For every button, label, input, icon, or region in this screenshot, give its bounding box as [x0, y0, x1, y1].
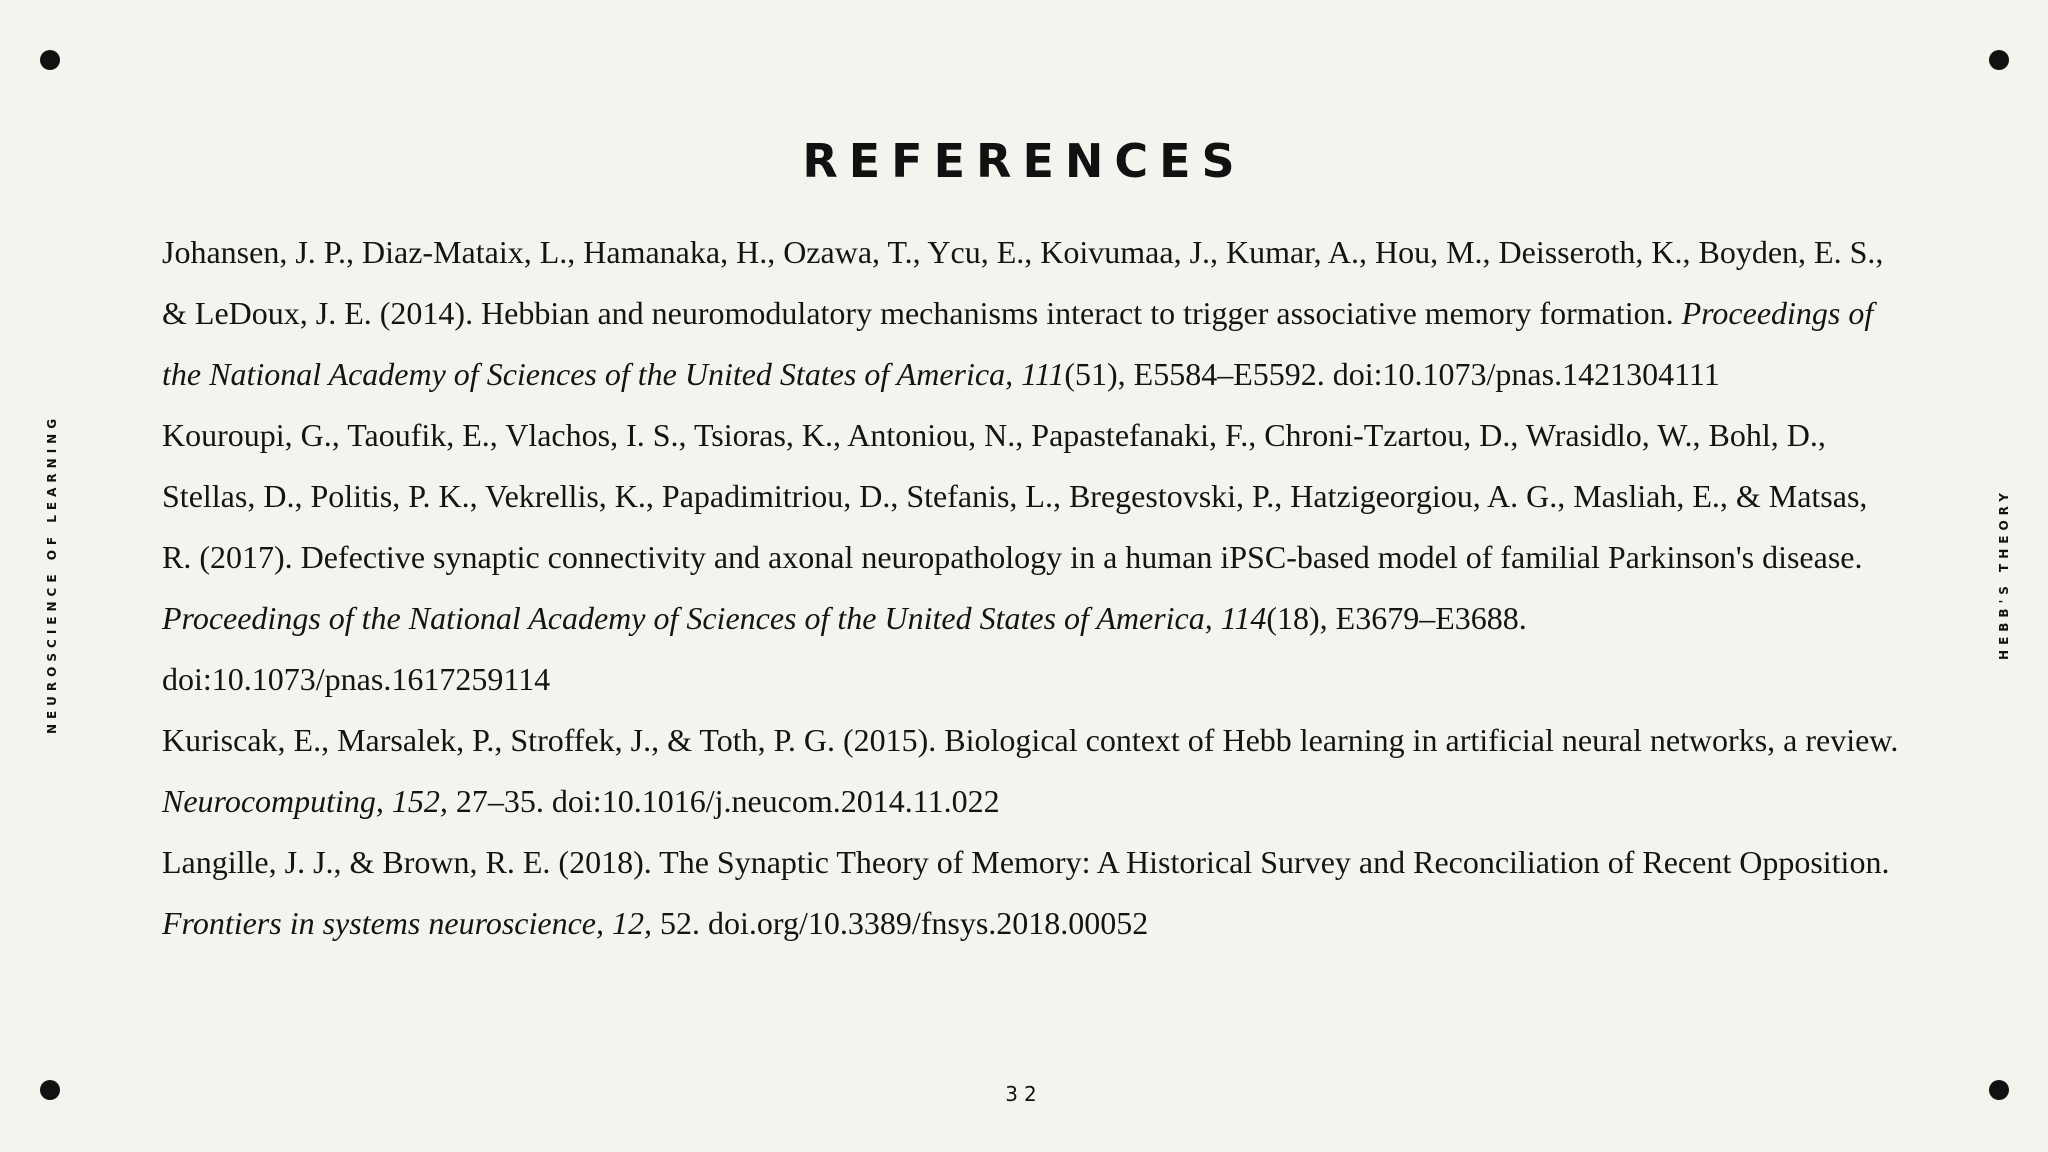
reference-text: Langille, J. J., & Brown, R. E. (2018). The Synaptic Theory of Memory: A Historical Survey and Reconciliation of Recent Opposition. — [162, 844, 1890, 880]
reference-item — [162, 222, 1902, 405]
page-title: REFERENCES — [802, 134, 1246, 188]
reference-details: (51), E5584–E5592. doi:10.1073/pnas.1421304111 — [1064, 356, 1720, 392]
reference-text: Johansen, J. P., Diaz-Mataix, L., Hamanaka, H., Ozawa, T., Ycu, E., Koivumaa, J., Kumar, A., Hou, M., Deisseroth, K., Boyden, E. S., & LeDoux, J. E. (2014). Hebbian and neuromodulatory mechanisms interact to trigger associative memory formation. — [162, 234, 1884, 331]
reference-journal: Proceedings of the National Academy of Sciences of the United States of America, 114 — [162, 600, 1267, 636]
reference-text: Kuriscak, E., Marsalek, P., Stroffek, J., & Toth, P. G. (2015). Biological context of Hebb learning in artificial neural networks, a review. — [162, 722, 1899, 758]
corner-dot-top-left — [40, 50, 60, 70]
corner-dot-top-right — [1989, 50, 2009, 70]
reference-details: 52. doi.org/10.3389/fnsys.2018.00052 — [651, 905, 1149, 941]
reference-item — [162, 405, 1902, 710]
reference-item — [162, 710, 1902, 832]
reference-details: 27–35. doi:10.1016/j.neucom.2014.11.022 — [447, 783, 1000, 819]
page-number: 32 — [1005, 1082, 1043, 1106]
side-label-left: NEUROSCIENCE OF LEARNING — [45, 413, 59, 735]
reference-journal: Proceedings of the National Academy of Sciences of the United States of America, 111 — [162, 295, 1874, 392]
side-label-right: HEBB'S THEORY — [1997, 488, 2011, 660]
reference-item — [162, 832, 1902, 954]
reference-details: (18), E3679–E3688. doi:10.1073/pnas.1617259114 — [162, 600, 1527, 697]
reference-list — [162, 222, 1902, 954]
reference-text: Kouroupi, G., Taoufik, E., Vlachos, I. S., Tsioras, K., Antoniou, N., Papastefanaki, F., Chroni-Tzartou, D., Wrasidlo, W., Bohl, D., Stellas, D., Politis, P. K., Vekrellis, K., Papadimitriou, D., Stefanis, L., Bregestovski, P., Hatzigeorgiou, A. G., Masliah, E., & Matsas, R. (2017). Defective synaptic connectivity and axonal neuropathology in a human iPSC-based model of familial Parkinson's disease. — [162, 417, 1868, 575]
reference-journal: Neurocomputing, 152, — [162, 783, 448, 819]
reference-journal: Frontiers in systems neuroscience, 12, — [162, 905, 652, 941]
